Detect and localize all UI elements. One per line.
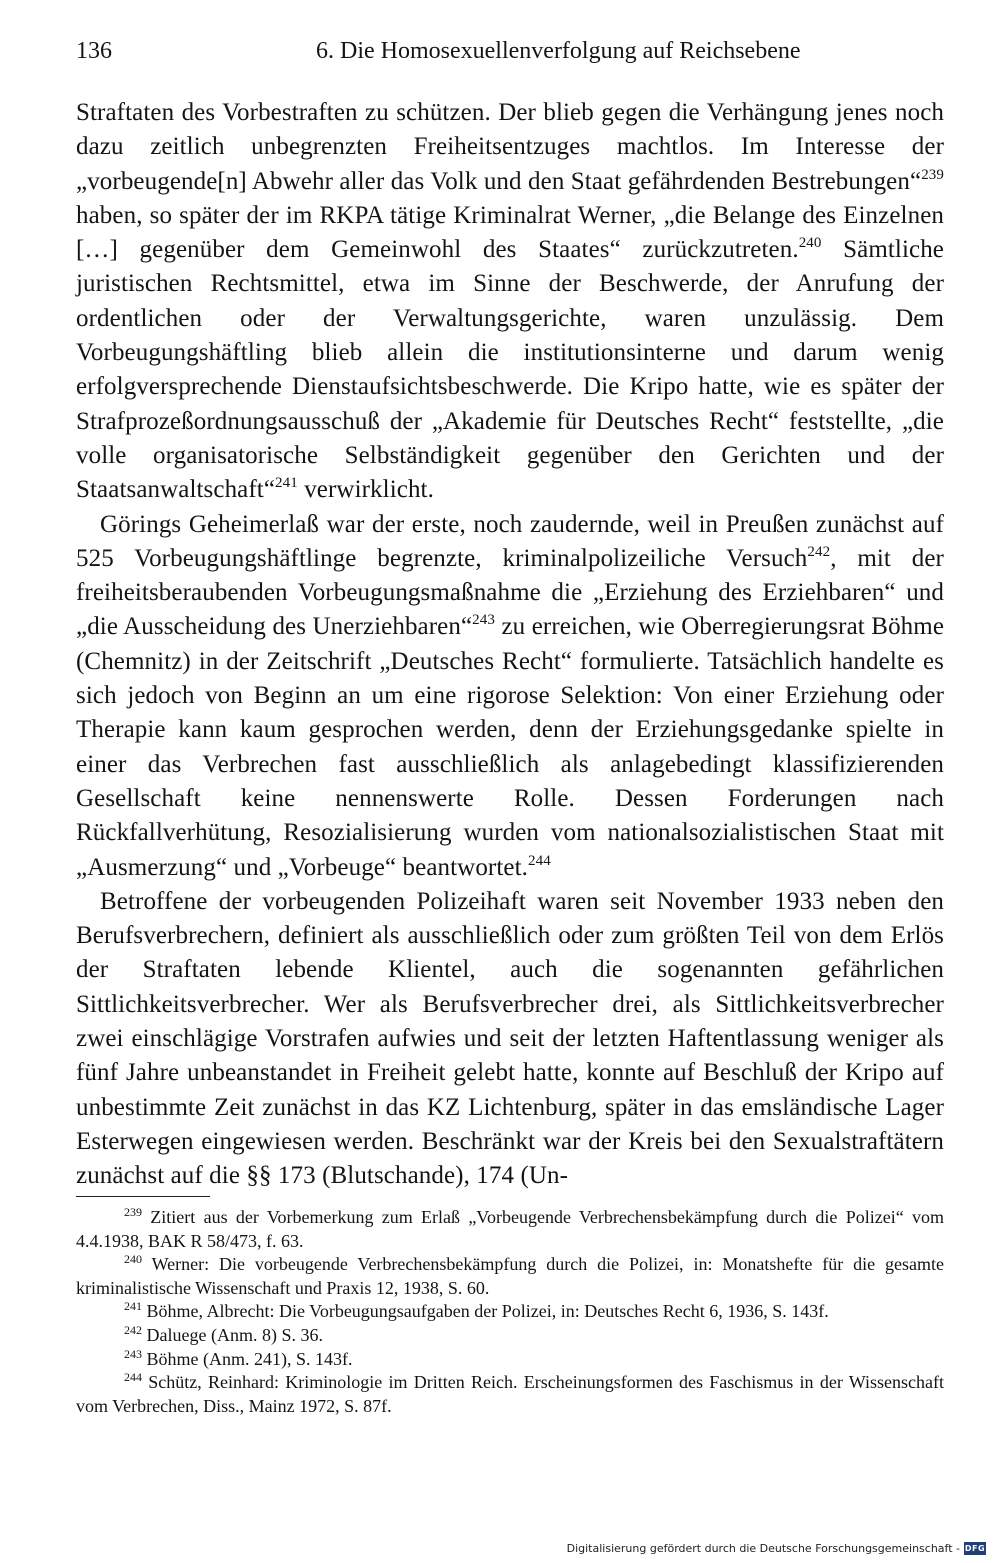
paragraph-text: verwirklicht. [297,476,434,504]
footnote-text: Böhme, Albrecht: Die Vorbeugungsaufgaben der Polizei, in: Deutsches Recht 6, 1936, S. 143f. [142,1301,829,1322]
body-text [76,96,944,1194]
page-number: 136 [76,38,112,64]
footnote [76,1206,944,1253]
paragraph-text: haben, so später der im RKPA tätige Kriminalrat Werner, „die Belange des Einzelnen […] gegenüber dem Gemeinwohl des Staates“ zurückzutreten. [76,201,944,264]
footnote-marker: 244 [528,852,551,869]
page-header [76,38,946,80]
footnote [76,1348,944,1372]
footnote-number: 241 [124,1299,142,1314]
footnote-text: Werner: Die vorbeugende Verbrechensbekämpfung durch die Polizei, in: Monatshefte für die gesamte kriminalistische Wissenschaft und Praxis 12, 1938, S. 60. [76,1254,944,1298]
running-title: 6. Die Homosexuellenverfolgung auf Reichsebene [316,38,801,64]
footnote-marker: 241 [275,475,298,492]
footnote-text: Zitiert aus der Vorbemerkung zum Erlaß „Vorbeugende Verbrechensbekämpfung durch die Polizei“ vom 4.4.1938, BAK R 58/473, f. 63. [76,1207,944,1251]
footnote-text: Schütz, Reinhard: Kriminologie im Dritten Reich. Erscheinungsformen des Faschismus in der Wissenschaft vom Verbrechen, Diss., Mainz 1972, S. 87f. [76,1372,944,1416]
footnote [76,1253,944,1300]
footnote [76,1371,944,1418]
paragraph-text: Sämtliche juristischen Rechtsmittel, etwa im Sinne der Beschwerde, der Anrufung der ordentlichen oder der Verwaltungsgerichte, waren unzulässig. Dem Vorbeugungshäftling blieb allein die institutionsinterne und darum wenig erfolgversprechende Dienstaufsichtsbeschwerde. Die Kripo hatte, wie es später der Strafprozeßordnungsausschuß der „Akademie für Deutsches Recht“ feststellte, „die volle organisatorische Selbständigkeit gegenüber den Gerichten und der Staatsanwaltschaft“ [76,236,944,504]
footnote-marker: 242 [807,543,831,560]
paragraph-text: zu erreichen, wie Oberregierungsrat Böhme (Chemnitz) in der Zeitschrift „Deutsches Recht“ formulierte. Tatsächlich handelte es sich jedoch von Beginn an um eine rigorose Selektion: Von einer Erziehung oder Therapie kann kaum gesprochen werden, denn der Erziehungsgedanke spielte in einer das Verbrechen fast ausschließlich als anlagebedingt klassifizierenden Gesellschaft keine nennenswerte Rolle. Dessen Forderungen nach Rückfallverhütung, Resozialisierung wurden vom nationalsozialistischen Staat mit „Ausmerzung“ und „Vorbeuge“ beantwortet. [76,613,945,881]
paragraph-text: Straftaten des Vorbestraften zu schützen. Der blieb gegen die Verhängung jenes noch dazu zeitlich unbegrenzten Freiheitsentzuges machtlos. Im Interesse der „vorbeugende[n] Abwehr aller das Volk und den Staat gefährdenden Bestrebungen“ [76,99,944,195]
footnote-number: 243 [124,1346,142,1361]
footnote-text: Daluege (Anm. 8) S. 36. [142,1324,323,1345]
paragraph [76,508,944,885]
footnote-marker: 240 [798,235,822,252]
footnote [76,1300,944,1324]
footnote-number: 244 [124,1370,142,1385]
paragraph-text: Görings Geheimerlaß war der erste, noch zaudernde, weil in Preußen zunächst auf 525 Vorbeugungshäftlinge begrenzte, kriminalpolizeiliche Versuch [76,510,944,572]
paragraph-text: Betroffene der vorbeugenden Polizeihaft waren seit November 1933 neben den Berufsverbrechern, definiert als ausschließlich oder zum größten Teil von dem Erlös der Straftaten lebende Klientel, auch die sogenannten gefährlichen Sittlichkeitsverbrecher. Wer als Berufsverbrecher drei, als Sittlichkeitsverbrecher zwei einschlägige Vorstrafen aufwies und seit der letzten Haftentlassung weniger als fünf Jahre unbeanstandet in Freiheit gelebt hatte, konnte auf Beschluß der Kripo auf unbestimmte Zeit zunächst in das KZ Lichtenburg, später in das emsländische Lager Esterwegen eingewiesen werden. Beschränkt war der Kreis bei den Sexualstraftätern zunächst auf die §§ 173 (Blutschande), 174 (Un- [76,887,944,1190]
footnote-number: 240 [124,1252,142,1267]
paragraph [76,885,944,1194]
footnote-marker: 243 [472,612,495,629]
paragraph-text: , mit der freiheitsberaubenden Vorbeugungsmaßnahme die „Erziehung des Erziehbaren“ und „die Ausscheidung des Unerziehbaren“ [76,544,944,641]
footnote [76,1324,944,1348]
footnote-separator [76,1196,210,1197]
digitization-credit [567,1542,986,1555]
paragraph [76,96,944,508]
footnote-text: Böhme (Anm. 241), S. 143f. [142,1348,353,1369]
footnote-number: 242 [124,1322,142,1337]
footnotes [76,1206,944,1418]
dfg-logo-icon: DFG [964,1544,986,1553]
footnote-number: 239 [124,1205,142,1219]
footnote-marker: 239 [921,166,944,183]
credit-text: Digitalisierung gefördert durch die Deutsche Forschungsgemeinschaft - [566,1542,960,1555]
